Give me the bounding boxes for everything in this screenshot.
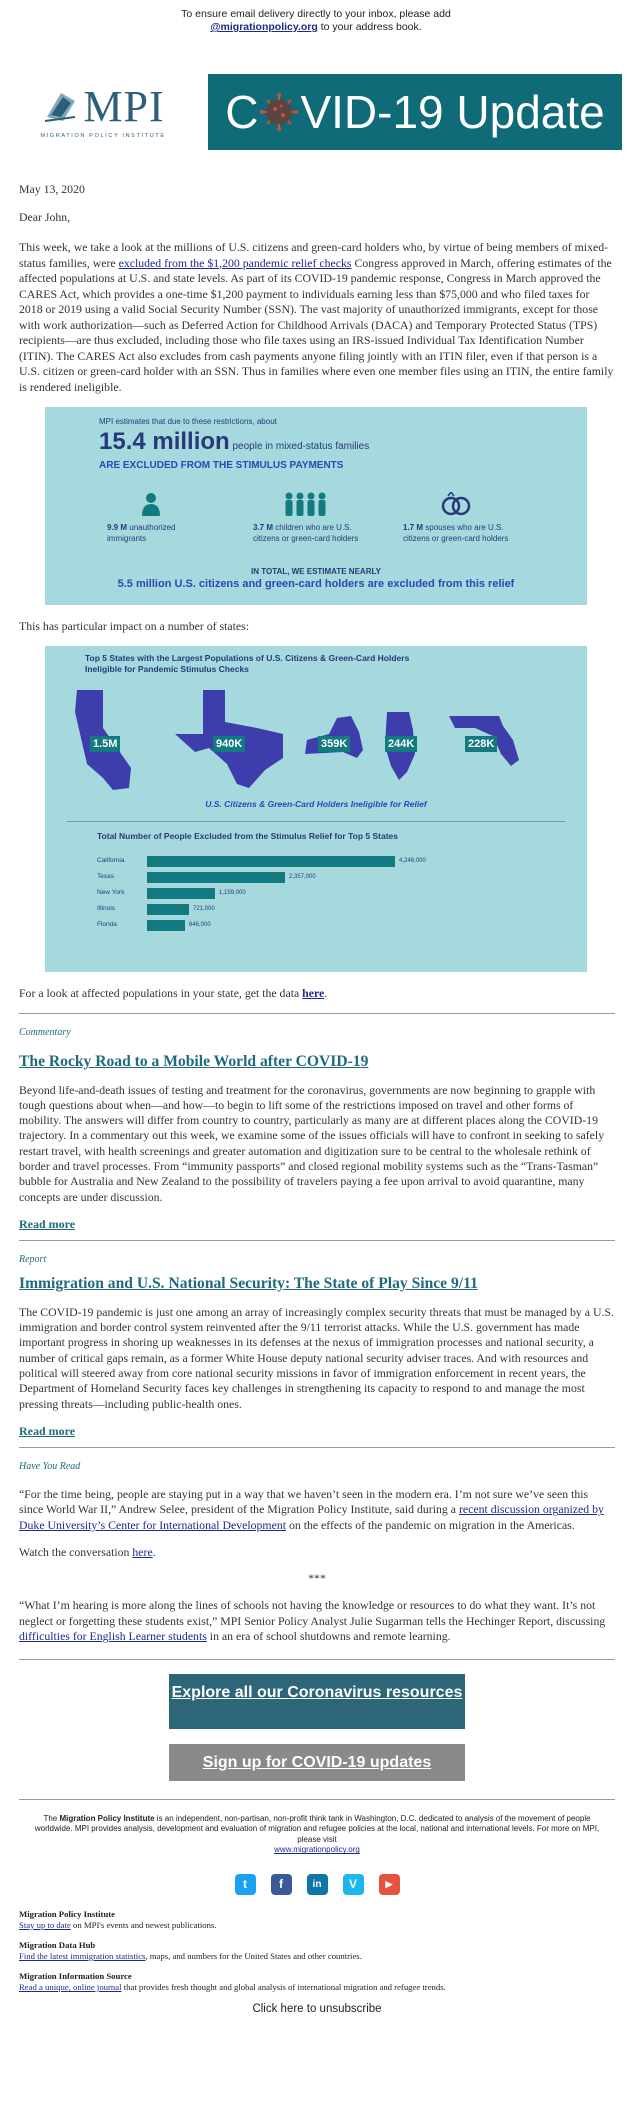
have-you-read-tag: Have You Read xyxy=(19,1461,81,1473)
divider xyxy=(19,1799,615,1800)
divider xyxy=(19,1240,615,1241)
bar-category-label: California xyxy=(97,856,125,864)
stat-spouses xyxy=(403,522,508,544)
english-learners-link[interactable]: difficulties for English Learner students xyxy=(19,1629,207,1644)
stat-text-2: immigrants xyxy=(107,534,147,543)
quote-text: “For the time being, people are staying put in a way that we haven’t seen in the modern era. I’m not sure we’ve seen this since World War II,” Andrew Selee, president of the Migration Policy Institute, said during a xyxy=(19,1486,589,1517)
state-label-texas: 940K xyxy=(213,736,245,752)
vimeo-icon[interactable]: V xyxy=(343,1874,364,1895)
states-title: Top 5 States with the Largest Populations of U.S. Citizens & Green-Card Holders Ineligible for Pandemic Stimulus Checks xyxy=(85,652,410,674)
bar xyxy=(147,904,189,915)
watch-text: Watch the conversation xyxy=(19,1545,133,1560)
stat-text: unauthorized xyxy=(127,523,176,532)
footer-link-line xyxy=(19,1951,615,1962)
bar-category-label: Illinois xyxy=(97,904,116,912)
unsubscribe-link[interactable]: Click here to unsubscribe xyxy=(252,2002,382,2015)
bar-row xyxy=(97,904,377,916)
stat-text-2: citizens or green-card holders xyxy=(403,534,509,543)
bar-category-label: Florida xyxy=(97,920,117,928)
covid-banner xyxy=(208,74,622,150)
stat-value: 9.9 M xyxy=(107,523,128,532)
twitter-icon[interactable]: t xyxy=(235,1874,256,1895)
banner-text-end: VID-19 Update xyxy=(300,86,605,138)
footer-link-text: on MPI's events and newest publications. xyxy=(70,1919,217,1930)
separator-stars: *** xyxy=(308,1570,326,1585)
infographic-headline xyxy=(99,428,369,456)
bar xyxy=(147,888,215,899)
watch-after: . xyxy=(152,1545,156,1560)
state-label-california: 1.5M xyxy=(90,736,120,752)
bar-value-label: 2,357,000 xyxy=(289,873,316,880)
report-read-more[interactable]: Read more xyxy=(19,1423,76,1438)
infographic-total-label: IN TOTAL, WE ESTIMATE NEARLY xyxy=(251,567,381,576)
about-text: is an independent, non-partisan, non-profit think tank in Washington, D.C. dedicated to analysis of the movement of people worldwide. MPI provides analysis, development and evaluation of migration and refugee policies at the local, national and international levels. For more on MPI, please visit xyxy=(34,1813,600,1844)
family-icon xyxy=(283,492,327,516)
stat-text: spouses who are U.S. xyxy=(423,523,504,532)
explore-resources-button[interactable]: Explore all our Coronavirus resources xyxy=(169,1674,465,1729)
intro-text-cont: Congress approved in March, offering estimates of the affected populations at U.S. and state levels. As part of its COVID-19 pandemic response, Congress in March approved the CARES Act, which provides a one-time $1,200 payment to individuals earning less than $75,000 and who filed taxes for 2018 or 2019 using a valid Social Security Number (SSN). The vast majority of unauthorized immigrants, except for those with work authorization—such as Deferred Action for Childhood Arrivals (DACA) and Temporary Protected Status (TPS) recipients—are thus excluded, including those who file taxes using an IRS-issued Individual Tax Identification Number (ITIN). The CARES Act also excludes from cash payments anyone filing jointly with an ITIN filer, even if that person is a U.S. citizen or green-card holder with an SSN. Thus in families where even one member files using an ITIN, the entire family is rendered ineligible. xyxy=(19,255,614,394)
online-journal-link[interactable]: Read a unique, online journal xyxy=(19,1981,122,1992)
infographic-big-number: 15.4 million xyxy=(99,428,230,455)
bar-row xyxy=(97,888,377,900)
state-label-florida: 228K xyxy=(465,736,497,752)
state-data-link[interactable]: here xyxy=(302,985,325,1000)
stat-value: 1.7 M xyxy=(403,523,424,532)
coronavirus-icon xyxy=(259,92,299,132)
main-articles xyxy=(0,986,632,2018)
state-data-line xyxy=(19,986,615,1002)
letter-greeting: Dear John, xyxy=(19,209,71,224)
footer-links xyxy=(19,1909,615,1993)
about-name: Migration Policy Institute xyxy=(59,1813,155,1823)
infographic-total-value: 5.5 million U.S. citizens and green-card holders are excluded from this relief xyxy=(117,578,515,590)
bar-value-label: 1,159,000 xyxy=(219,889,246,896)
stat-value: 3.7 M xyxy=(253,523,274,532)
state-label-new-york: 359K xyxy=(318,736,350,752)
footer-link-line xyxy=(19,1982,615,1993)
preheader xyxy=(0,0,632,34)
footer-link-title: Migration Data Hub xyxy=(19,1939,96,1950)
person-icon xyxy=(140,492,162,516)
bar-row xyxy=(97,856,426,868)
stat-text-2: citizens or green-card holders xyxy=(253,534,359,543)
footer-link-line xyxy=(19,1920,615,1931)
stat-unauthorized xyxy=(107,522,176,544)
intro-text: This week, we take a look at the millions of U.S. citizens and green-card holders who, by virtue of being members of mixed-status families, were xyxy=(19,240,609,270)
footer-link-text: that provides fresh thought and global analysis of international migration and refugee trends. xyxy=(121,1981,446,1992)
watch-conversation-link[interactable]: here xyxy=(132,1545,153,1560)
report-body: The COVID-19 pandemic is just one among an array of increasingly complex security threats that must be managed by a U.S. immigration and border control system reinvented after the 9/11 terrorist attacks. While the U.S. government has made important progress in shoring up weaknesses in its defenses at the nexus of immigration processes and national security, a number of critical gaps remain, as a former White House deputy national security adviser traces. And with resources and political will steered away from core national security missions in favor of immigration enforcement in recent years, the Department of Homeland Security faces key challenges in strengthening its capacity to respond to and manage the most pressing threats—including public-health ones. xyxy=(19,1304,614,1411)
linkedin-icon[interactable]: in xyxy=(307,1874,328,1895)
quote-text-cont: in an era of school shutdowns and remote learning. xyxy=(206,1629,451,1644)
preheader-email[interactable]: @migrationpolicy.org xyxy=(210,21,318,33)
preheader-text: To ensure email delivery directly to your inbox, please add xyxy=(181,8,451,20)
report-tag: Report xyxy=(19,1254,47,1266)
rings-icon xyxy=(441,492,471,516)
commentary-read-more[interactable]: Read more xyxy=(19,1216,76,1231)
stat-text: children who are U.S. xyxy=(273,523,352,532)
bar-row xyxy=(97,920,377,932)
commentary-body: Beyond life-and-death issues of testing and treatment for the coronavirus, governments are now beginning to grapple with tough questions about when—and how—to begin to lift some of the restrictions imposed on travel and other forms of mobility. The answers will differ from country to country, particularly as many are at different places along the COVID-19 trajectory. In a commentary out this week, we examine some of the issues officials will have to confront in seeking to safely restart travel, with health screenings and greater automation and digitization sure to be central to the wholesale rethink of border and travel processes. From “immunity passports” and closed regional mobility systems such as the “Trans-Tasman” bubble for Australia and New Zealand to the possibility of travelers paying a fee upon arrival to avoid quarantine, many concepts are under discussion. xyxy=(19,1082,605,1204)
infographic-big-suffix: people in mixed-status families xyxy=(229,441,370,452)
infographic-excluded: ARE EXCLUDED FROM THE STIMULUS PAYMENTS xyxy=(99,460,344,471)
quote-text: “What I’m hearing is more along the lines of schools not having the knowledge or resources to do what they want. It’s not neglect or forgetting these students exist,” MPI Senior Policy Analyst Julie Sugarman tells the Hechinger Report, discussing xyxy=(19,1598,606,1628)
divider xyxy=(19,1447,615,1448)
youtube-icon[interactable]: ▶ xyxy=(379,1874,400,1895)
immigration-statistics-link[interactable]: Find the latest immigration statistics xyxy=(19,1950,146,1961)
footer-link-title: Migration Policy Institute xyxy=(19,1908,116,1919)
logo-text: MPI xyxy=(83,82,165,131)
logo-mark-icon xyxy=(41,87,81,127)
state-data-after: . xyxy=(324,985,328,1000)
duke-discussion-link[interactable]: recent discussion organized by Duke University’s Center for International Development xyxy=(19,1502,604,1532)
footer-link-title: Migration Information Source xyxy=(19,1970,132,1981)
quote-text-cont: on the effects of the pandemic on migration in the Americas. xyxy=(286,1517,575,1532)
bar-value-label: 721,000 xyxy=(193,905,215,912)
impact-section xyxy=(0,619,632,635)
about-pre: The xyxy=(43,1813,60,1823)
bar-row xyxy=(97,872,377,884)
bar-category-label: New York xyxy=(97,888,125,896)
states-legend: U.S. Citizens & Green-Card Holders Ineligible for Relief xyxy=(205,798,427,809)
excluded-relief-link[interactable]: excluded from the $1,200 pandemic relief checks xyxy=(118,255,352,270)
stat-children xyxy=(253,522,358,544)
bar xyxy=(147,856,395,867)
preheader-line xyxy=(0,8,632,34)
states-divider xyxy=(67,821,565,822)
impact-text: This has particular impact on a number of states: xyxy=(19,619,249,633)
sugarman-quote xyxy=(19,1598,615,1645)
states-infographic xyxy=(45,646,587,972)
banner-text-start: C xyxy=(225,86,259,138)
email-header xyxy=(19,74,622,150)
logo-subtitle: MIGRATION POLICY INSTITUTE xyxy=(40,133,166,139)
infographic-estimate: MPI estimates that due to these restrictions, about xyxy=(99,417,277,426)
website-link[interactable]: www.migrationpolicy.org xyxy=(274,1845,360,1855)
signup-updates-button[interactable]: Sign up for COVID-19 updates xyxy=(169,1744,465,1781)
selee-quote xyxy=(19,1487,615,1534)
footer-link-text: , maps, and numbers for the United States and other countries. xyxy=(145,1950,362,1961)
bar xyxy=(147,920,185,931)
chart-title: Total Number of People Excluded from the Stimulus Relief for Top 5 States xyxy=(97,830,399,841)
bar-value-label: 4,246,000 xyxy=(399,857,426,864)
bar xyxy=(147,872,285,883)
commentary-title-link[interactable]: The Rocky Road to a Mobile World after COVID-19 xyxy=(19,1052,369,1070)
stay-up-to-date-link[interactable]: Stay up to date xyxy=(19,1919,71,1930)
logo-row xyxy=(41,82,165,131)
state-label-illinois: 244K xyxy=(385,736,417,752)
bar-value-label: 646,000 xyxy=(189,921,211,928)
commentary-tag: Commentary xyxy=(19,1027,71,1038)
divider xyxy=(19,1659,615,1660)
divider xyxy=(19,1013,615,1014)
report-title-link[interactable]: Immigration and U.S. National Security: The State of Play Since 9/11 xyxy=(19,1274,478,1292)
intro-paragraph xyxy=(19,240,615,395)
social-links xyxy=(19,1874,615,1895)
about-mpi xyxy=(19,1814,615,1856)
preheader-text-2: to your address book. xyxy=(317,21,422,33)
facebook-icon[interactable]: f xyxy=(271,1874,292,1895)
letter-date: May 13, 2020 xyxy=(19,182,85,196)
state-data-text: For a look at affected populations in your state, get the data xyxy=(19,985,303,1000)
watch-line xyxy=(19,1545,615,1561)
bar-category-label: Texas xyxy=(97,872,114,880)
email-body xyxy=(0,182,632,395)
mpi-logo[interactable] xyxy=(19,74,187,150)
stimulus-infographic xyxy=(45,407,587,605)
